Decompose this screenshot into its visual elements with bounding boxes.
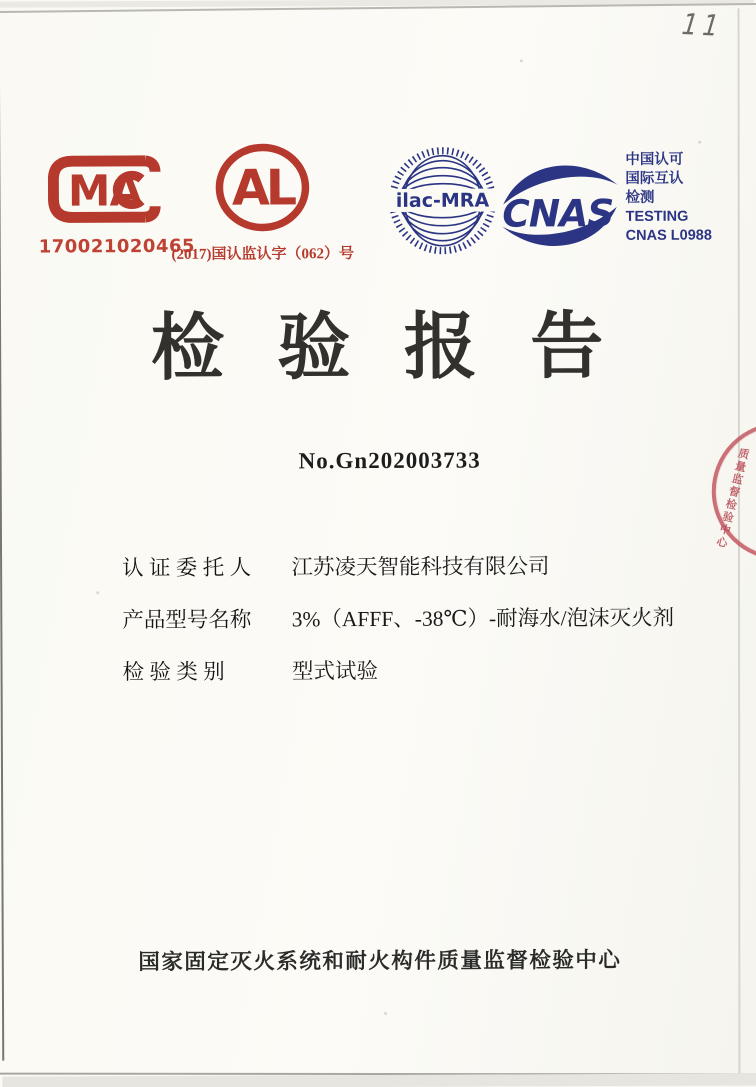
cnas-line-5: CNAS L0988 (625, 227, 712, 244)
field-value-applicant: 江苏凌天智能科技有限公司 (291, 554, 550, 580)
scan-speck (96, 591, 99, 594)
handwritten-mark: 11 (677, 7, 729, 43)
cal-logo-icon (212, 142, 312, 236)
cma-certification (38, 149, 196, 258)
cnas-line-2: 国际互认 (625, 170, 684, 187)
cnas-logo-icon (495, 155, 622, 258)
cal-certification (150, 142, 375, 264)
cma-logo-icon (43, 149, 161, 230)
scan-speck (384, 1012, 387, 1015)
cnas-letters: CNAS (502, 191, 614, 236)
report-number: No.Gn202003733 (298, 447, 481, 474)
cnas-accreditation-text (625, 151, 712, 246)
ilac-mra-logo-icon (386, 144, 498, 256)
field-row-applicant (122, 549, 682, 603)
cal-letters: AL (231, 159, 294, 217)
seal-text: 质量监督检验中心 (713, 446, 750, 551)
field-label-product-model: 产品型号名称 (122, 607, 252, 633)
report-fields (122, 549, 683, 707)
cma-certificate-number: 170021020465 (38, 235, 196, 258)
official-red-seal (711, 422, 756, 561)
cnas-line-3: 检测 (625, 189, 655, 206)
field-row-test-type (122, 653, 682, 707)
field-value-product-model: 3%（AFFF、-38℃）-耐海水/泡沫灭火剂 (291, 605, 675, 632)
cal-certificate-caption: (2017)国认监认字（062）号 (171, 246, 355, 263)
ilac-mra-certification (386, 144, 499, 261)
cnas-line-1: 中国认可 (625, 151, 684, 168)
scan-speck (520, 59, 523, 62)
certification-logos-row (0, 140, 755, 273)
scan-bottom-margin (2, 1073, 756, 1087)
cnas-line-4: TESTING (625, 208, 689, 225)
field-label-test-type: 检 验 类 别 (122, 659, 225, 685)
cma-letters: MA (67, 166, 142, 217)
ilac-mra-label: ilac-MRA (395, 189, 490, 212)
field-row-product-model (122, 601, 682, 655)
issuing-organization: 国家固定灭火系统和耐火构件质量监督检验中心 (138, 947, 622, 975)
field-label-applicant: 认 证 委 托 人 (122, 555, 252, 581)
report-title: 检 验 报 告 (150, 303, 618, 391)
field-value-test-type: 型式试验 (291, 659, 378, 684)
cnas-certification (495, 155, 622, 263)
